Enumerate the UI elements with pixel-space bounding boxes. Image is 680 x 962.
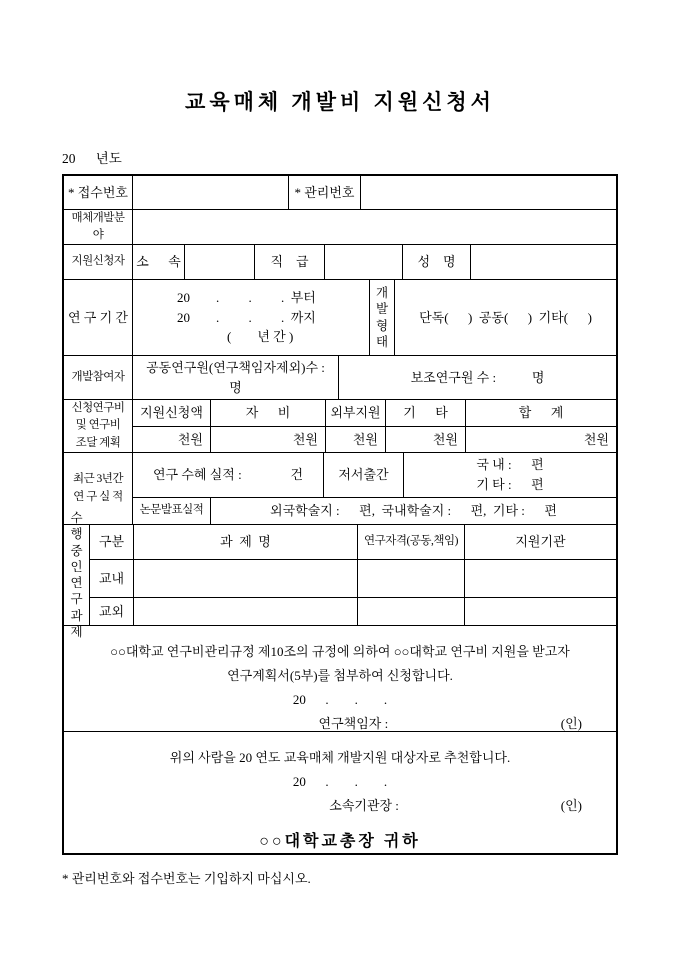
ongoing-grid	[89, 525, 616, 625]
name-label: 성 명	[402, 245, 470, 279]
book-other-line: 기 타 : 편	[476, 476, 544, 492]
mgmt-no-label: * 관리번호	[288, 176, 360, 209]
page-title: 교육매체 개발비 지원신청서	[185, 90, 495, 114]
offcampus-label: 교외	[98, 603, 125, 619]
affiliation-field	[184, 245, 254, 279]
budget-external-field: 천원	[325, 427, 385, 453]
year-line: 20 년도	[62, 151, 122, 166]
budget-header-other: 기 타	[385, 400, 465, 426]
dev-type-char: 형	[375, 318, 389, 333]
ongoing-label-line: 중인	[70, 543, 83, 574]
addressee-line: ○○대학교총장 귀하	[259, 833, 421, 851]
oncampus-role-field	[357, 560, 464, 597]
budget-other-field: 천원	[385, 427, 465, 453]
offcampus-agency-field	[464, 598, 616, 625]
dev-type-char: 개	[375, 286, 389, 300]
declaration-date: 20 . . .	[292, 692, 388, 708]
recommendation-cell	[64, 732, 616, 853]
declaration-line2: 연구계획서(5부)를 첨부하여 신청합니다.	[227, 668, 453, 684]
co-researcher-line2: 명	[229, 379, 242, 395]
row-recommendation	[64, 731, 616, 853]
declaration-sign-line	[72, 712, 608, 736]
dev-type-options: 단독( ) 공동( ) 기타( )	[394, 280, 616, 355]
dev-type-char: 태	[375, 334, 389, 349]
receipt-no-field	[132, 176, 288, 209]
mgmt-no-field	[360, 176, 616, 209]
recommendation-sign-line	[72, 794, 608, 818]
position-field	[324, 245, 402, 279]
col-role-header: 연구자격(공동,책임)	[357, 525, 464, 559]
budget-grid	[132, 400, 616, 452]
achievements-row2	[133, 497, 616, 524]
row-budget	[64, 399, 616, 452]
footnote: * 관리번호와 접수번호는 기입하지 마십시오.	[62, 871, 311, 886]
achievements-row1	[133, 453, 616, 497]
media-field-field	[132, 210, 616, 244]
col-title-header: 과 제 명	[133, 525, 357, 559]
dev-type-label	[369, 280, 394, 355]
budget-header-total: 합 계	[465, 400, 616, 426]
achievements-grid	[132, 453, 616, 524]
paper-detail-cell: 외국학술지 : 편, 국내학술지 : 편, 기타 : 편	[210, 498, 616, 524]
budget-total-field: 천원	[465, 427, 616, 453]
application-form-table	[62, 174, 618, 855]
offcampus-role-field	[357, 598, 464, 625]
row-participants	[64, 355, 616, 399]
recommendation-date: 20 . . .	[292, 774, 388, 790]
ongoing-projects-label	[64, 511, 89, 639]
budget-label-line: 신청연구비	[71, 402, 125, 415]
budget-self-field: 천원	[210, 427, 325, 453]
ongoing-header-row	[90, 525, 616, 559]
book-domestic-line: 국 내 : 편	[476, 457, 544, 473]
budget-label	[64, 400, 132, 452]
declaration-signer-label: 연구책임자 :	[318, 716, 389, 732]
recommendation-signer-label: 소속기관장 :	[329, 798, 399, 814]
oncampus-title-field	[133, 560, 357, 597]
budget-label-line: 조달 계획	[75, 436, 121, 449]
assistant-count-cell: 보조연구원 수 : 명	[338, 356, 616, 399]
participants-label: 개발참여자	[71, 370, 125, 383]
row-achievements	[64, 452, 616, 524]
budget-header-external: 외부지원	[325, 400, 385, 426]
declaration-cell	[64, 626, 616, 731]
col-agency-header: 지원기관	[464, 525, 616, 559]
receipt-no-label: * 접수번호	[68, 184, 128, 200]
co-researcher-line1: 공동연구원(연구책임자제외)수 :	[146, 360, 325, 375]
ongoing-label-line: 수행	[70, 511, 83, 542]
period-duration: ( 년 간 )	[227, 329, 294, 345]
budget-label-line: 및 연구비	[75, 419, 121, 432]
media-field-label: 매체개발분야	[71, 211, 125, 241]
row-declaration	[64, 625, 616, 731]
row-period	[64, 279, 616, 355]
book-publication-label: 저서출간	[323, 453, 403, 497]
declaration-seal-mark: (인)	[560, 716, 582, 732]
oncampus-label: 교내	[98, 571, 125, 586]
achievements-label-line: 연 구 실 적	[73, 490, 123, 503]
oncampus-agency-field	[464, 560, 616, 597]
co-researcher-count-cell	[132, 356, 338, 399]
recommendation-seal-mark: (인)	[560, 798, 582, 814]
recommendation-line1: 위의 사람을 20 연도 교육매체 개발지원 대상자로 추천합니다.	[169, 750, 511, 765]
ongoing-label-line: 과제	[70, 608, 83, 639]
research-period-label: 연 구 기 간	[68, 309, 128, 325]
ongoing-oncampus-row	[90, 559, 616, 597]
position-label: 직 급	[254, 245, 324, 279]
period-to: 20 . . . 까지	[177, 309, 316, 325]
ongoing-offcampus-row	[90, 597, 616, 625]
book-counts-cell	[403, 453, 616, 497]
research-period-cell	[132, 280, 369, 355]
declaration-line1: ○○대학교 연구비관리규정 제10조의 규정에 의하여 ○○대학교 연구비 지원을 받고자	[110, 644, 570, 659]
budget-request-field: 천원	[177, 431, 203, 447]
col-type-header: 구분	[98, 534, 125, 550]
period-from: 20 . . . 부터	[177, 290, 316, 306]
budget-header-self: 자 비	[210, 400, 325, 426]
offcampus-title-field	[133, 598, 357, 625]
row-applicant	[64, 244, 616, 279]
paper-record-label: 논문발표실적	[139, 504, 204, 517]
row-numbers	[64, 176, 616, 209]
budget-header-row	[133, 400, 616, 426]
ongoing-label-line: 연구	[70, 576, 83, 607]
achievements-label-line: 최근 3년간	[72, 473, 124, 486]
dev-type-char: 발	[375, 302, 389, 317]
affiliation-label: 소 속	[132, 245, 184, 279]
applicant-label: 지원신청자	[71, 255, 125, 268]
row-media-field	[64, 209, 616, 244]
grant-record-cell: 연구 수혜 실적 : 건	[152, 467, 304, 483]
budget-header-request: 지원신청액	[140, 405, 203, 420]
name-field	[470, 245, 616, 279]
budget-unit-row	[133, 426, 616, 453]
